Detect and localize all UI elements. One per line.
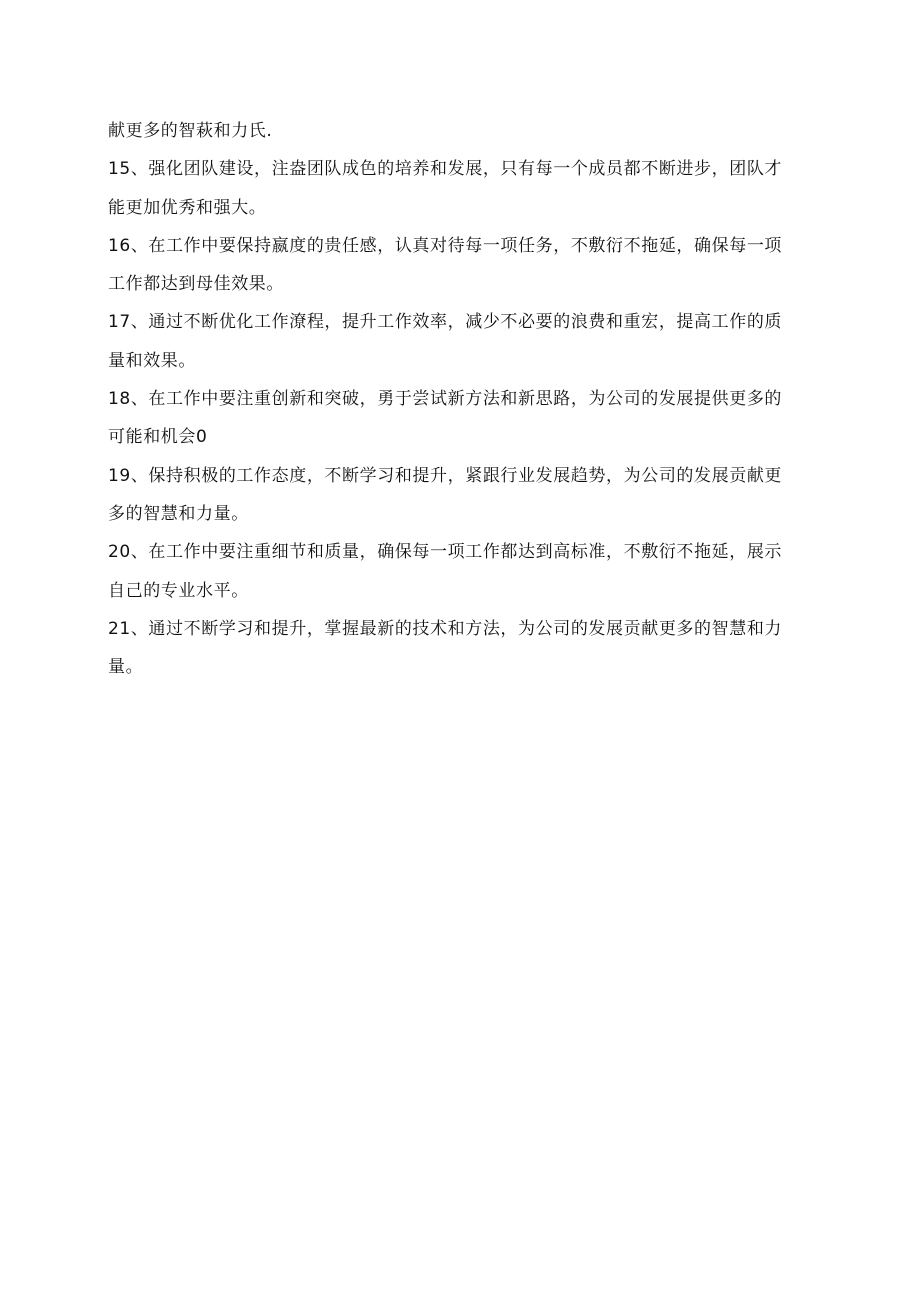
paragraph-line: 17、通过不断优化工作潦程，提升工作效率，减少不必要的浪费和重宏，提高工作的质 (108, 312, 783, 333)
paragraph-line: 21、通过不断学习和提升，掌握最新的技术和方法，为公司的发展贡献更多的智慧和力 (108, 618, 783, 639)
paragraph-line: 可能和机会0 (108, 427, 208, 448)
paragraph-line: 16、在工作中要保持嬴度的贵任感，认真对待每一项任务，不敷衍不拖延，确保每一项 (108, 235, 783, 256)
paragraph-line: 19、保持积极的工作态度，不断学习和提升，紧跟行业发展趋势，为公司的发展贡献更 (108, 465, 783, 486)
paragraph-line: 15、强化团队建设，注盎团队成色的培养和发展，只有每一个成员都不断进步，团队才 (108, 159, 783, 180)
paragraph-line: 量和效果。 (108, 350, 196, 371)
paragraph-line: 能更加优秀和强大。 (108, 197, 267, 218)
paragraph-line: 自己的专业水平。 (108, 580, 249, 601)
paragraph-line: 量。 (108, 657, 144, 678)
paragraph-line: 18、在工作中要注重创新和突破，勇于尝试新方法和新思路，为公司的发展提供更多的 (108, 389, 783, 410)
paragraph-line: 多的智慧和力量。 (108, 503, 249, 524)
paragraph-line: 工作都达到母佳效果。 (108, 274, 284, 295)
paragraph-line: 20、在工作中要注重细节和质量，确保每一项工作都达到高标准，不敷衍不拖延，展示 (108, 542, 783, 563)
document-body (108, 112, 812, 686)
paragraph-line: 献更多的智萩和力氏. (108, 121, 273, 141)
